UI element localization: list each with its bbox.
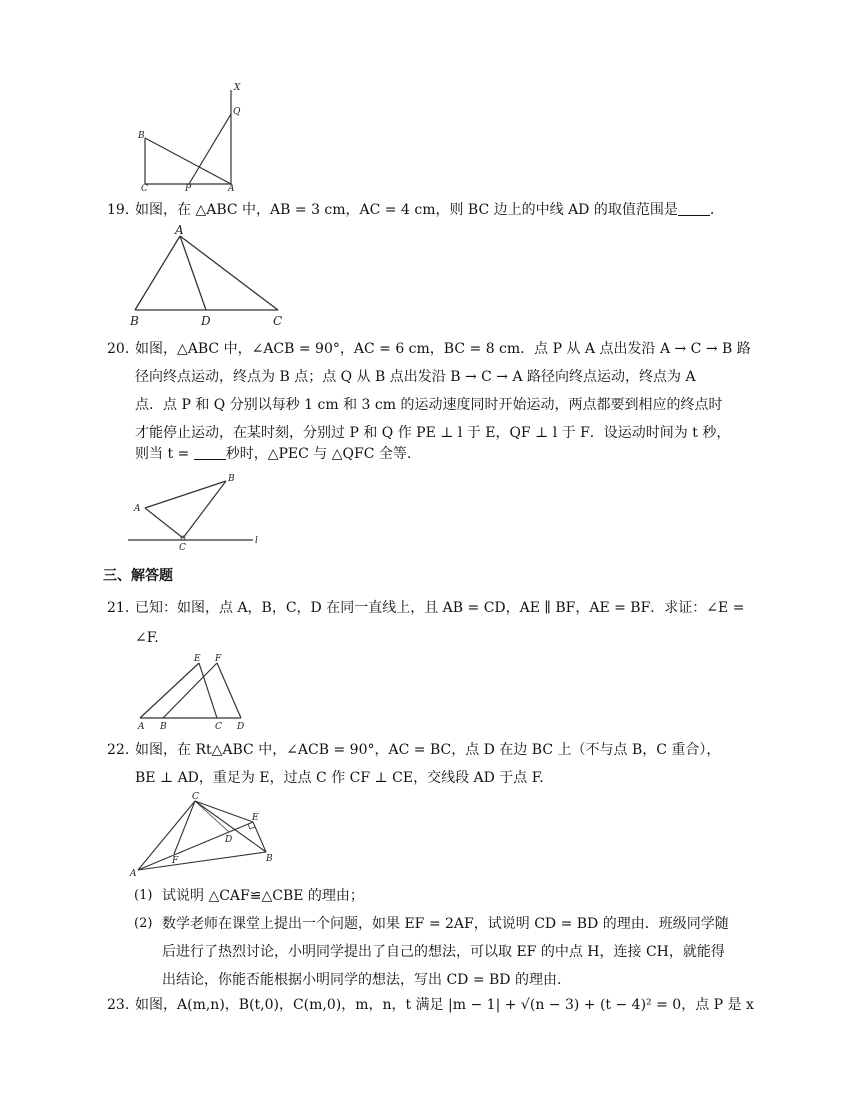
svg-text:C: C <box>141 184 148 192</box>
answer-blank[interactable] <box>194 445 226 460</box>
q22-sub2-line-2: 后进行了热烈讨论，小明同学提出了自己的想法，可以取 EF 的中点 H，连接 CH，就能得 <box>162 944 725 960</box>
q20-line-3: 点．点 P 和 Q 分别以每秒 1 cm 和 3 cm 的运动速度同时开始运动，两点都要到相应的终点时 <box>135 397 723 413</box>
section-heading: 三、解答题 <box>103 568 173 584</box>
svg-text:A: A <box>228 184 235 192</box>
answer-blank[interactable] <box>678 201 710 216</box>
svg-text:D: D <box>237 722 245 732</box>
svg-text:B: B <box>138 131 145 141</box>
figure-q22 <box>128 790 278 882</box>
q20-line-4: 才能停止运动，在某时刻，分别过 P 和 Q 作 PE ⊥ l 于 E，QF ⊥ l 于 F．设运动时间为 t 秒， <box>135 425 731 441</box>
q23-text: 如图，A(m,n)，B(t,0)，C(m,0)，m，n，t 满足 |m − 1| + √(n − 3) + (t − 4)² = 0，点 P 是 x <box>135 997 754 1013</box>
svg-text:B: B <box>266 854 273 864</box>
figure-q21 <box>130 650 250 736</box>
svg-text:C: C <box>179 543 186 553</box>
q22-sub2-line-1: 数学老师在课堂上提出一个问题，如果 EF = 2AF，试说明 CD = BD 的理由．班级同学随 <box>162 916 729 932</box>
q19-text: 如图，在 △ABC 中，AB = 3 cm，AC = 4 cm，则 BC 边上的中线 AD 的取值范围是 . <box>135 202 715 218</box>
svg-text:C: C <box>192 792 199 802</box>
svg-text:E: E <box>194 654 201 664</box>
svg-text:D: D <box>201 314 211 328</box>
svg-text:F: F <box>215 654 222 664</box>
q23-number: 23. <box>107 997 130 1013</box>
svg-text:F: F <box>172 856 179 866</box>
svg-text:B: B <box>160 722 167 732</box>
svg-text:l: l <box>255 536 258 546</box>
svg-text:A: A <box>175 223 184 237</box>
figure-q20 <box>125 470 270 559</box>
q22-sub2-label: (2) <box>134 916 153 931</box>
svg-text:B: B <box>228 474 235 484</box>
q19-number: 19. <box>107 202 130 218</box>
figure-q18 <box>130 80 250 196</box>
q22-line-2: BE ⊥ AD，重足为 E，过点 C 作 CF ⊥ CE，交线段 AD 于点 F. <box>135 770 544 786</box>
svg-text:Q: Q <box>233 107 241 117</box>
q22-number: 22. <box>107 742 130 758</box>
q20-number: 20. <box>107 341 130 357</box>
svg-text:A: A <box>138 722 145 732</box>
q21-line-1: 已知：如图，点 A，B，C，D 在同一直线上，且 AB = CD，AE ∥ BF，AE = BF．求证：∠E = <box>135 600 745 616</box>
svg-text:E: E <box>252 813 259 823</box>
svg-text:A: A <box>134 504 141 514</box>
svg-text:C: C <box>273 314 283 328</box>
q21-line-2: ∠F. <box>135 630 159 646</box>
figure-q19 <box>125 222 290 334</box>
q20-line-5: 则当 t = 秒时，△PEC 与 △QFC 全等. <box>135 446 412 462</box>
q21-number: 21. <box>107 600 130 616</box>
svg-text:C: C <box>215 722 222 732</box>
svg-text:B: B <box>130 314 139 328</box>
q22-sub2-line-3: 出结论，你能否能根据小明同学的想法，写出 CD = BD 的理由. <box>162 972 562 988</box>
q22-sub1: 试说明 △CAF≌△CBE 的理由； <box>162 888 364 904</box>
svg-text:D: D <box>225 835 233 845</box>
q20-line-2: 径向终点运动，终点为 B 点；点 Q 从 B 点出发沿 B → C → A 路径向终点运动，终点为 A <box>135 369 696 385</box>
q22-sub1-label: (1) <box>134 888 153 903</box>
q20-line-1: 如图，△ABC 中，∠ACB = 90°，AC = 6 cm，BC = 8 cm．点 P 从 A 点出发沿 A → C → B 路 <box>135 341 751 357</box>
svg-text:P: P <box>185 184 192 192</box>
q22-line-1: 如图，在 Rt△ABC 中，∠ACB = 90°，AC = BC，点 D 在边 BC 上（不与点 B，C 重合）， <box>135 742 721 758</box>
label-x: X <box>234 83 241 93</box>
svg-text:A: A <box>130 869 137 878</box>
